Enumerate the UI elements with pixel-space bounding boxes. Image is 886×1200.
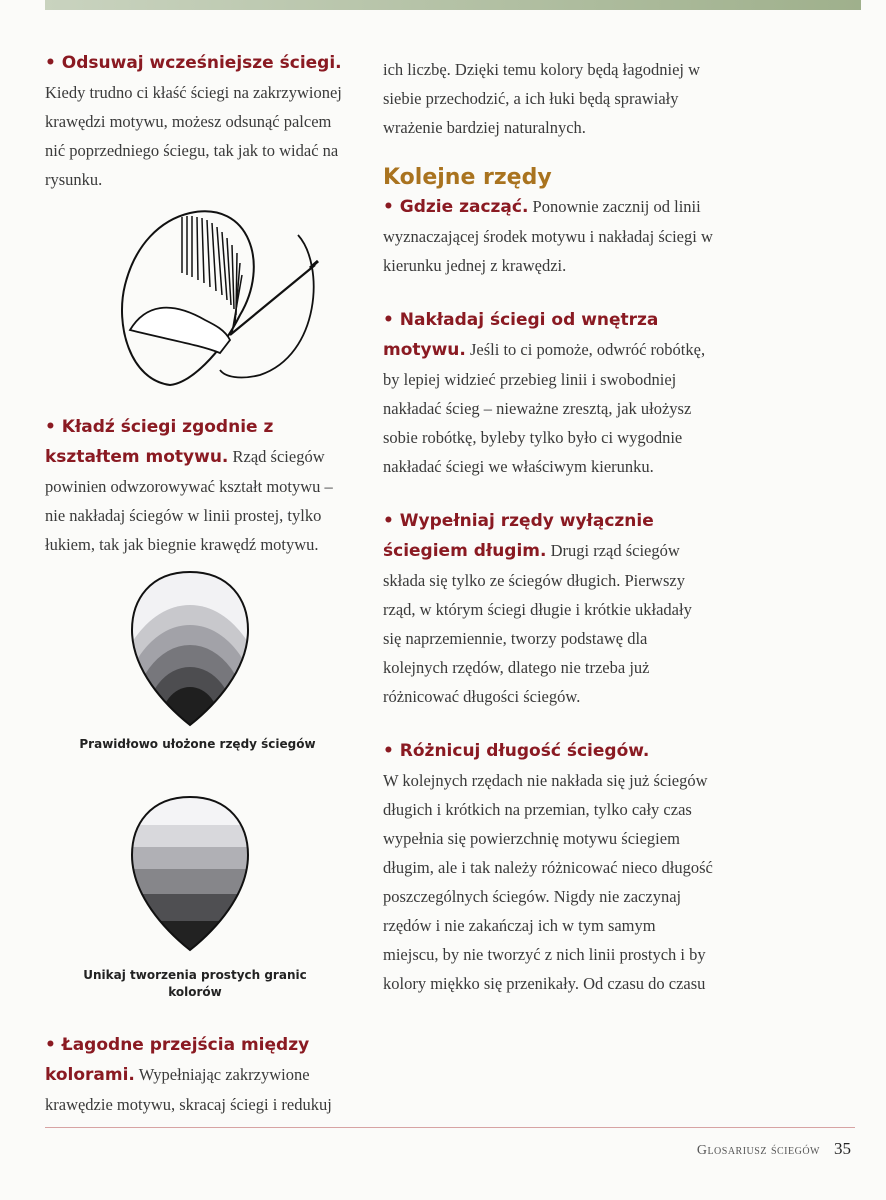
- paragraph-kladz: [45, 412, 355, 559]
- heading-nakladaj: • Nakładaj ściegi od wnętrza motywu.: [383, 310, 659, 360]
- paragraph-wypelniaj: [383, 506, 713, 711]
- footer-title: Glosariusz ściegów: [696, 1143, 820, 1158]
- paragraph-lagodne: [45, 1030, 355, 1119]
- text-lagodne: Wypełniając zakrzywione krawędzie motywu, skracaj ściegi i redukuj: [45, 1065, 332, 1114]
- text-gdzie-zaczac: Ponownie zacznij od linii wyznaczającej środek motywu i nakładaj ściegi w kierunku jednej z krawędzi.: [383, 197, 713, 275]
- paragraph-kladz-wrapper: [45, 412, 355, 559]
- top-decorative-bar: [45, 0, 861, 10]
- text-roznicuj: W kolejnych rzędach nie nakłada się już ściegów długich i krótkich na przemian, tylko cały czas wypełnia się powierzchnię motywu ściegiem długim, ale i tak należy różnicować nieco długość poszczególnych ściegów. Nigdy nie zaczynaj rzędów i nie zakańczaj ich w tym samym miejscu, by nie tworzyć z nich linii prostych i by kolory miękko się przenikały. Od czasu do czasu: [383, 771, 713, 993]
- heading-roznicuj: • Różnicuj długość ściegów.: [383, 741, 650, 761]
- left-column: [45, 48, 355, 194]
- page-footer: [697, 1139, 851, 1159]
- paragraph-roznicuj: [383, 736, 713, 998]
- text-kladz: Rząd ściegów powinien odwzorowywać kształt motywu – nie nakładaj ściegów w linii prostej, tylko łukiem, tak jak biegnie krawędź motywu.: [45, 447, 333, 554]
- paragraph-odsuwaj: [45, 48, 355, 194]
- paragraph-lagodne-wrapper: [45, 1030, 355, 1119]
- text-nakladaj: Jeśli to ci pomoże, odwróć robótkę, by lepiej widzieć przebieg linii i swobodniej nakładać ścieg – nieważne zresztą, jak ułożysz sobie robótkę, byleby tylko było ci wygodnie nakładać ściegi we właściwym kierunku.: [383, 340, 706, 476]
- heading-lagodne: • Łagodne przejścia między kolorami.: [45, 1035, 310, 1085]
- caption-avoid-borders: Unikaj tworzenia prostych granic kolorów: [83, 968, 307, 999]
- heading-odsuwaj: • Odsuwaj wcześniejsze ściegi.: [45, 53, 342, 73]
- paragraph-gdzie-zaczac: [383, 192, 713, 280]
- heading-kladz: • Kładź ściegi zgodnie z kształtem motywu.: [45, 417, 274, 467]
- paragraph-continuation: ich liczbę. Dzięki temu kolory będą łagodniej w siebie przechodzić, a ich łuki będą sprawiały wrażenie bardziej naturalnych.: [383, 60, 701, 137]
- section-title-kolejne-rzedy: Kolejne rzędy: [383, 165, 552, 190]
- heading-wypelniaj: • Wypełniaj rzędy wyłącznie ściegiem długim.: [383, 511, 654, 561]
- footer-rule: [45, 1127, 855, 1128]
- page-number: 35: [834, 1139, 851, 1158]
- avoid-straight-borders-illustration: [130, 795, 250, 955]
- paragraph-nakladaj: [383, 305, 713, 481]
- text-odsuwaj: Kiedy trudno ci kłaść ściegi na zakrzywionej krawędzi motywu, możesz odsunąć palcem nić poprzedniego ściegu, tak jak to widać na rysunku.: [45, 83, 342, 189]
- correct-rows-illustration: [130, 570, 250, 730]
- needle-stitch-illustration: [110, 205, 330, 390]
- right-column: [383, 55, 713, 998]
- caption-correct-rows: Prawidłowo ułożone rzędy ściegów: [79, 737, 316, 751]
- text-wypelniaj: Drugi rząd ściegów składa się tylko ze ściegów długich. Pierwszy rząd, w którym ściegi długie i krótkie układały się naprzemiennie, tworzy podstawę dla kolejnych rzędów, dlatego nie trzeba już różnicować długości ściegów.: [383, 541, 692, 706]
- heading-gdzie-zaczac: • Gdzie zacząć.: [383, 197, 529, 217]
